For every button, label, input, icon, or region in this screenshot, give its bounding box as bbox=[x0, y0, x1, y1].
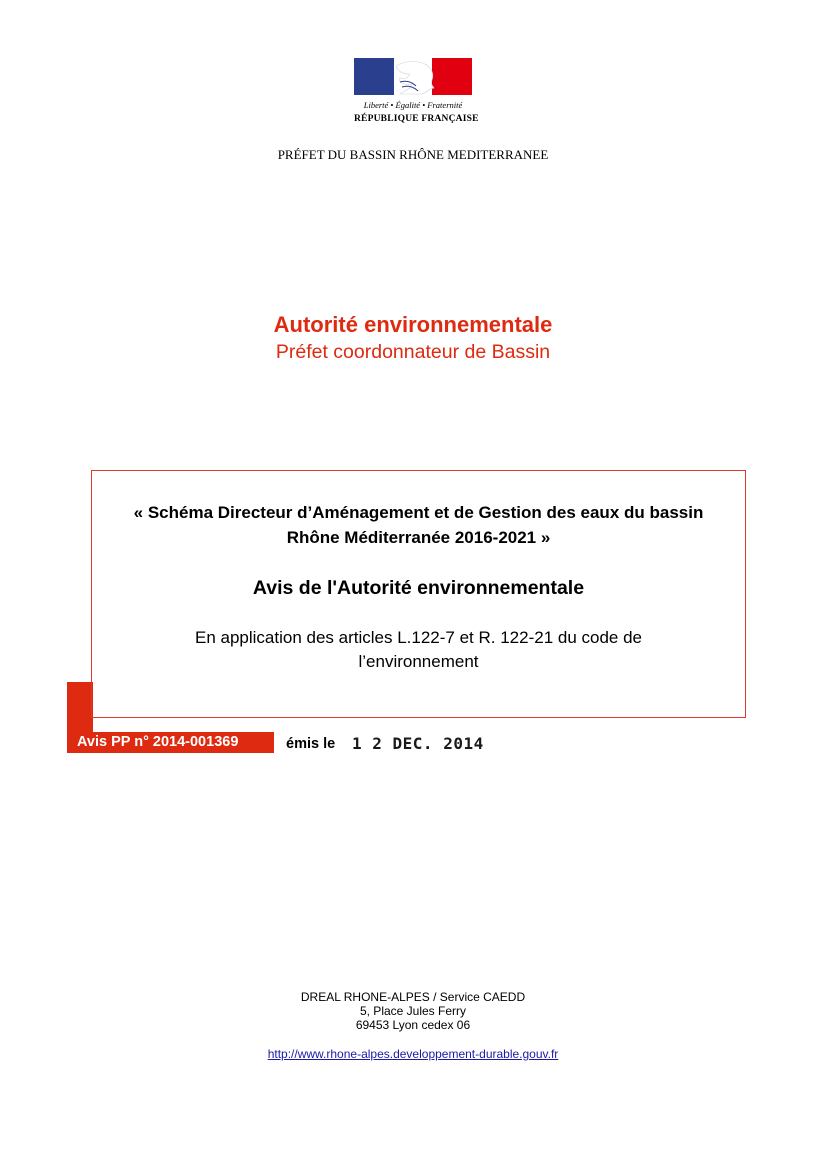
footer-url-container bbox=[0, 1047, 826, 1061]
marianne-flag-icon bbox=[354, 58, 472, 95]
footer-organization: DREAL RHONE-ALPES / Service CAEDD bbox=[300, 990, 526, 1004]
avis-number-label: Avis PP n° 2014-001369 bbox=[67, 732, 274, 753]
avis-title: Avis de l'Autorité environnementale bbox=[252, 577, 585, 599]
application-line1: En application des articles L.122-7 et R. 122-21 du code de bbox=[194, 628, 642, 647]
authority-title: Autorité environnementale bbox=[273, 312, 553, 337]
application-text bbox=[91, 626, 746, 674]
schema-title bbox=[91, 500, 746, 550]
schema-title-line1: « Schéma Directeur d’Aménagement et de Gestion des eaux du bassin bbox=[133, 503, 704, 522]
logo-republic-name: RÉPUBLIQUE FRANÇAISE bbox=[354, 114, 479, 124]
prefet-heading: PRÉFET DU BASSIN RHÔNE MEDITERRANEE bbox=[277, 147, 549, 162]
footer-city: 69453 Lyon cedex 06 bbox=[355, 1018, 471, 1032]
emis-label: émis le bbox=[286, 736, 336, 752]
republique-francaise-logo bbox=[354, 58, 479, 130]
footer-street: 5, Place Jules Ferry bbox=[359, 1004, 467, 1018]
footer-website-link[interactable]: http://www.rhone-alpes.developpement-durable.gouv.fr bbox=[267, 1047, 559, 1061]
date-stamp: 1 2 DEC. 2014 bbox=[352, 734, 484, 753]
authority-subtitle: Préfet coordonnateur de Bassin bbox=[275, 341, 551, 363]
application-line2: l’environnement bbox=[358, 652, 479, 671]
logo-motto: Liberté • Égalité • Fraternité bbox=[363, 100, 463, 110]
footer-address bbox=[0, 990, 826, 1032]
schema-title-line2: Rhône Méditerranée 2016-2021 » bbox=[286, 528, 551, 547]
